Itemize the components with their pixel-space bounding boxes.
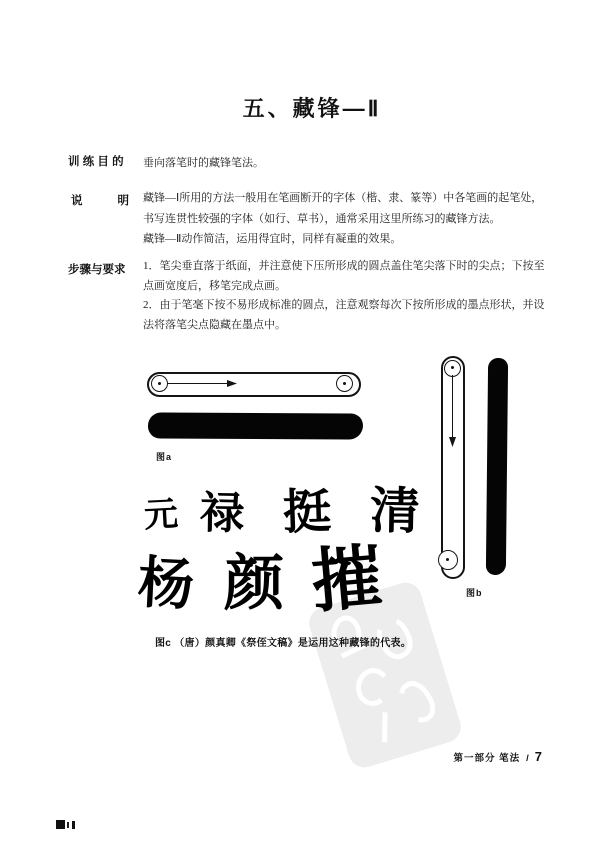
seal-glyph-icon [393, 675, 442, 728]
fig-b-ink-stroke [486, 358, 508, 575]
footer-page-number: 7 [534, 749, 542, 764]
footer-section: 第一部分 笔法 [453, 753, 521, 764]
calligraphy-char: 杨 [136, 549, 196, 619]
fig-b-end-dot [446, 558, 449, 561]
print-artifact-mark [72, 821, 75, 829]
print-artifact-mark [56, 820, 65, 829]
calligraphy-char: 清 [369, 480, 421, 541]
print-artifact-mark [67, 822, 69, 828]
explanation-label-char2: 明 [117, 195, 129, 207]
objective-text: 垂向落笔时的藏锋笔法。 [143, 157, 264, 169]
explanation-label [71, 192, 129, 208]
explanation-line: 书写连贯性较强的字体（如行、草书），通常采用这里所练习的藏锋方法。 [143, 212, 501, 225]
seal-glyph-icon [382, 712, 388, 742]
steps-line: 法将落笔尖点隐藏在墨点中。 [143, 318, 286, 331]
page-footer [453, 749, 542, 764]
calligraphy-char: 摧 [308, 534, 386, 623]
steps-line: 点画宽度后，移笔完成点画。 [143, 279, 286, 292]
footer-separator: / [526, 753, 529, 764]
steps-line: 1．笔尖垂直落于纸面，并注意使下压所形成的圆点盖住笔尖落下时的尖点；下按至 [143, 260, 545, 272]
page-title: 五、藏锋—Ⅱ [242, 96, 382, 121]
fig-a-end-dot [343, 382, 346, 385]
fig-b-start-dot [451, 366, 454, 369]
explanation-line: 藏锋—Ⅱ动作简洁，运用得宜时，同样有凝重的效果。 [143, 233, 402, 245]
fig-c-caption: 图c （唐）颜真卿《祭侄文稿》是运用这种藏锋的代表。 [155, 638, 412, 649]
steps-text [143, 257, 545, 335]
calligraphy-char: 禄 [199, 487, 245, 540]
explanation-label-char1: 说 [71, 195, 83, 207]
print-artifact [56, 819, 82, 830]
calligraphy-char: 颜 [224, 549, 284, 619]
fig-b-label: 图b [466, 588, 483, 598]
seal-glyph-icon [354, 666, 392, 708]
calligraphy-char: 元 [142, 494, 180, 536]
steps-line: 2．由于笔毫下按不易形成标准的圆点，注意观察每次下按所形成的墨点形状，并设 [143, 299, 545, 311]
explanation-line: 藏锋—Ⅰ所用的方法一般用在笔画断开的字体（楷、隶、篆等）中各笔画的起笔处， [143, 192, 543, 204]
fig-a-ink-stroke [148, 412, 363, 439]
fig-a-label: 图a [156, 452, 173, 462]
calligraphy-char: 挺 [282, 483, 332, 541]
explanation-text [143, 188, 542, 250]
fig-a-start-dot [158, 382, 161, 385]
objective-label: 训 练 目 的 [68, 156, 124, 168]
steps-label: 步骤与要求 [68, 264, 126, 276]
arrow-down-icon [448, 375, 457, 447]
arrow-right-icon [167, 379, 237, 388]
